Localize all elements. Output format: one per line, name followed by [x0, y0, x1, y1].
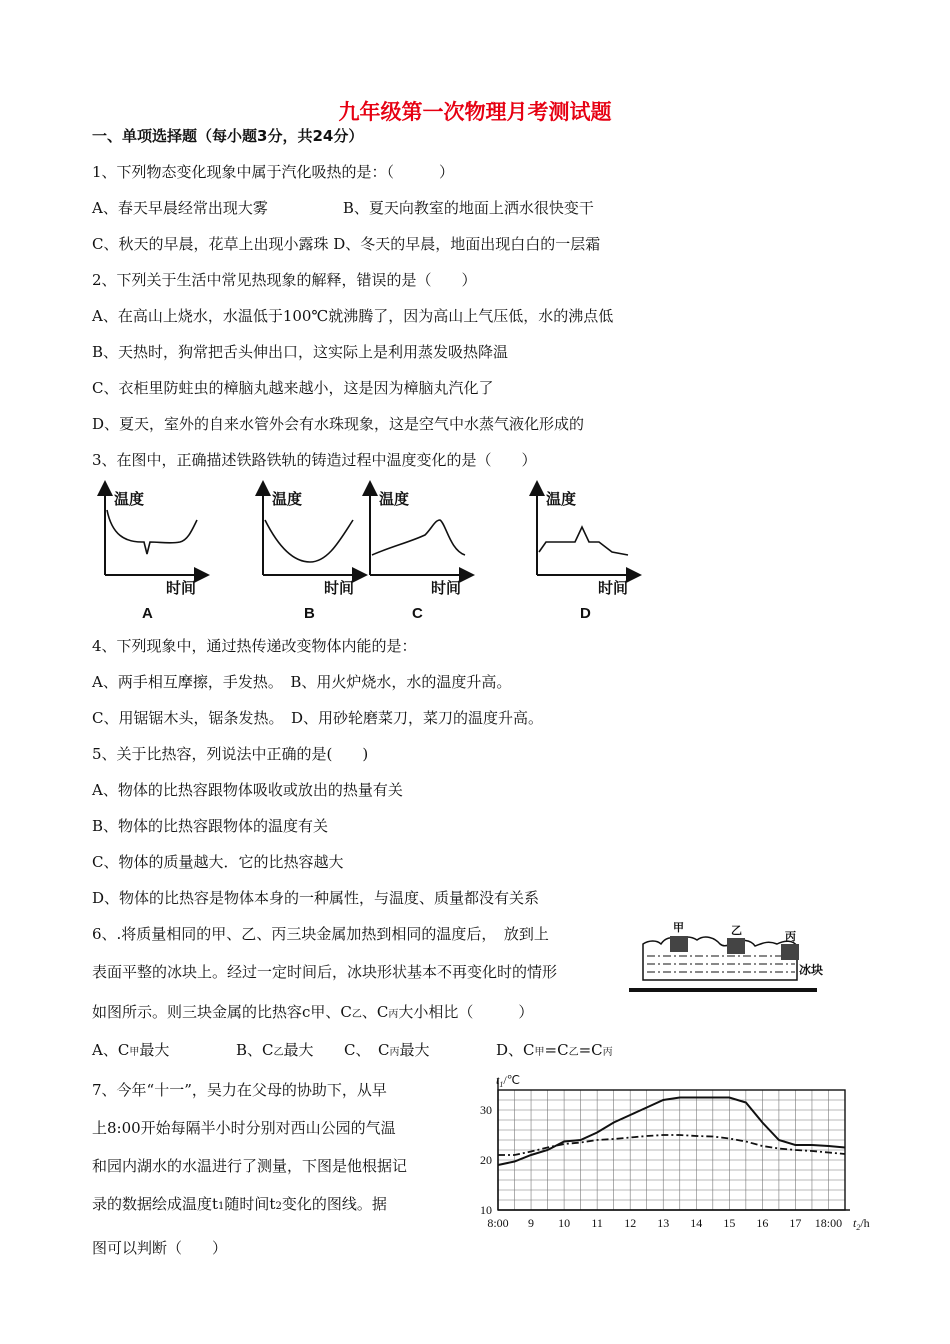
label-bing: 丙 — [785, 931, 796, 943]
q4-stem: 4、下列现象中，通过热传递改变物体内能的是： — [92, 637, 417, 655]
y-tick-label: 10 — [480, 1203, 492, 1217]
x-tick-label: 10 — [558, 1216, 571, 1230]
graph-c-curve — [372, 520, 465, 555]
graph-b-curve — [265, 520, 353, 562]
metal-block-yi — [727, 938, 745, 954]
q6-line3: 如图所示。则三块金属的比热容c甲、C乙、C丙大小相比（ ） — [92, 1003, 534, 1021]
temperature-chart — [462, 1070, 892, 1245]
q7-line3: 和园内湖水的水温进行了测量，下图是他根据记 — [92, 1157, 408, 1175]
q7-line1: 7、今年“十一”，吴力在父母的协助下，从早 — [92, 1081, 387, 1099]
q1-options-ab: A、春天早晨经常出现大雾 B、夏天向教室的地面上洒水很快变干 — [92, 199, 594, 217]
q2-option-b: B、天热时，狗常把舌头伸出口，这实际上是利用蒸发吸热降温 — [92, 343, 509, 361]
q7-line2: 上8:00开始每隔半小时分别对西山公园的气温 — [92, 1119, 396, 1137]
q5-option-c: C、物体的质量越大．它的比热容越大 — [92, 853, 344, 871]
q5-stem: 5、关于比热容，列说法中正确的是( ) — [92, 745, 369, 763]
graph-a-curve — [107, 510, 197, 554]
y-tick-label: 30 — [480, 1103, 492, 1117]
graph-a-ylabel: 温度 — [114, 491, 145, 508]
q4-options-cd: C、用锯锯木头，锯条发热。 D、用砂轮磨菜刀，菜刀的温度升高。 — [92, 709, 544, 727]
section-heading: 一、单项选择题（每小题3分，共24分） — [92, 127, 364, 145]
x-axis-label: $t_2/h$ — [853, 1216, 870, 1232]
x-tick-label: 12 — [624, 1216, 637, 1230]
q2-option-c: C、衣柜里防蛀虫的樟脑丸越来越小，这是因为樟脑丸汽化了 — [92, 379, 494, 397]
graph-b-ylabel: 温度 — [272, 491, 303, 508]
graph-c-letter: C — [412, 605, 423, 622]
graph-d-letter: D — [580, 605, 591, 622]
q5-option-d: D、物体的比热容是物体本身的一种属性，与温度、质量都没有关系 — [92, 889, 540, 907]
ice-block-figure — [625, 918, 825, 998]
graph-c-ylabel: 温度 — [379, 491, 410, 508]
q4-options-ab: A、两手相互摩擦，手发热。 B、用火炉烧水，水的温度升高。 — [92, 673, 512, 691]
q2-option-d: D、夏天，室外的自来水管外会有水珠现象，这是空气中水蒸气液化形成的 — [92, 415, 585, 433]
graph-d-ylabel: 温度 — [546, 491, 577, 508]
q7-line5: 图可以判断（ ） — [92, 1239, 228, 1257]
label-yi: 乙 — [731, 925, 742, 937]
q6-line1: 6、.将质量相同的甲、乙、丙三块金属加热到相同的温度后， 放到上 — [92, 925, 549, 943]
q5-option-a: A、物体的比热容跟物体吸收或放出的热量有关 — [92, 781, 403, 799]
graph-b-xlabel: 时间 — [324, 580, 355, 597]
q5-option-b: B、物体的比热容跟物体的温度有关 — [92, 817, 329, 835]
x-tick-label: 8:00 — [487, 1216, 509, 1230]
q6-line2: 表面平整的冰块上。经过一定时间后，冰块形状基本不再变化时的情形 — [92, 963, 558, 981]
q1-stem: 1、下列物态变化现象中属于汽化吸热的是：（ ） — [92, 163, 455, 181]
x-tick-label: 16 — [756, 1216, 769, 1230]
graph-a-letter: A — [142, 605, 153, 622]
y-tick-label: 20 — [480, 1153, 492, 1167]
q3-stem: 3、在图中，正确描述铁路铁轨的铸造过程中温度变化的是（ ） — [92, 451, 537, 469]
graph-a-xlabel: 时间 — [166, 580, 197, 597]
q6-option-b: B、C乙最大 — [236, 1041, 314, 1059]
x-tick-label: 11 — [591, 1216, 603, 1230]
q2-option-a: A、在高山上烧水，水温低于100℃就沸腾了，因为高山上气压低，水的沸点低 — [92, 307, 614, 325]
metal-block-bing — [781, 944, 799, 960]
graph-d-xlabel: 时间 — [598, 580, 629, 597]
page-title: 九年级第一次物理月考测试题 — [338, 100, 612, 124]
x-tick-label: 13 — [657, 1216, 670, 1230]
series-line-air — [498, 1098, 845, 1166]
metal-block-jia — [670, 936, 688, 952]
y-axis-label: $t_1/℃$ — [496, 1073, 521, 1089]
x-tick-label: 14 — [690, 1216, 703, 1230]
x-tick-label: 9 — [528, 1216, 535, 1230]
x-tick-label: 18:00 — [814, 1216, 843, 1230]
q3-graphs — [90, 480, 650, 630]
label-ice: 冰块 — [799, 963, 824, 977]
graph-b-letter: B — [304, 605, 315, 622]
q6-option-c: C、 C丙最大 — [344, 1041, 430, 1059]
graph-d-curve — [539, 527, 628, 555]
q2-stem: 2、下列关于生活中常见热现象的解释，错误的是（ ） — [92, 271, 477, 289]
q6-option-d: D、C甲=C乙=C丙 — [496, 1041, 613, 1059]
x-tick-label: 15 — [723, 1216, 736, 1230]
q1-options-cd: C、秋天的早晨，花草上出现小露珠 D、冬天的早晨，地面出现白白的一层霜 — [92, 235, 601, 253]
q6-option-a: A、C甲最大 — [92, 1041, 170, 1059]
x-tick-label: 17 — [789, 1216, 802, 1230]
label-jia: 甲 — [673, 922, 684, 934]
q7-line4: 录的数据绘成温度t1随时间t2变化的图线。据 — [92, 1195, 387, 1213]
graph-c-xlabel: 时间 — [431, 580, 462, 597]
